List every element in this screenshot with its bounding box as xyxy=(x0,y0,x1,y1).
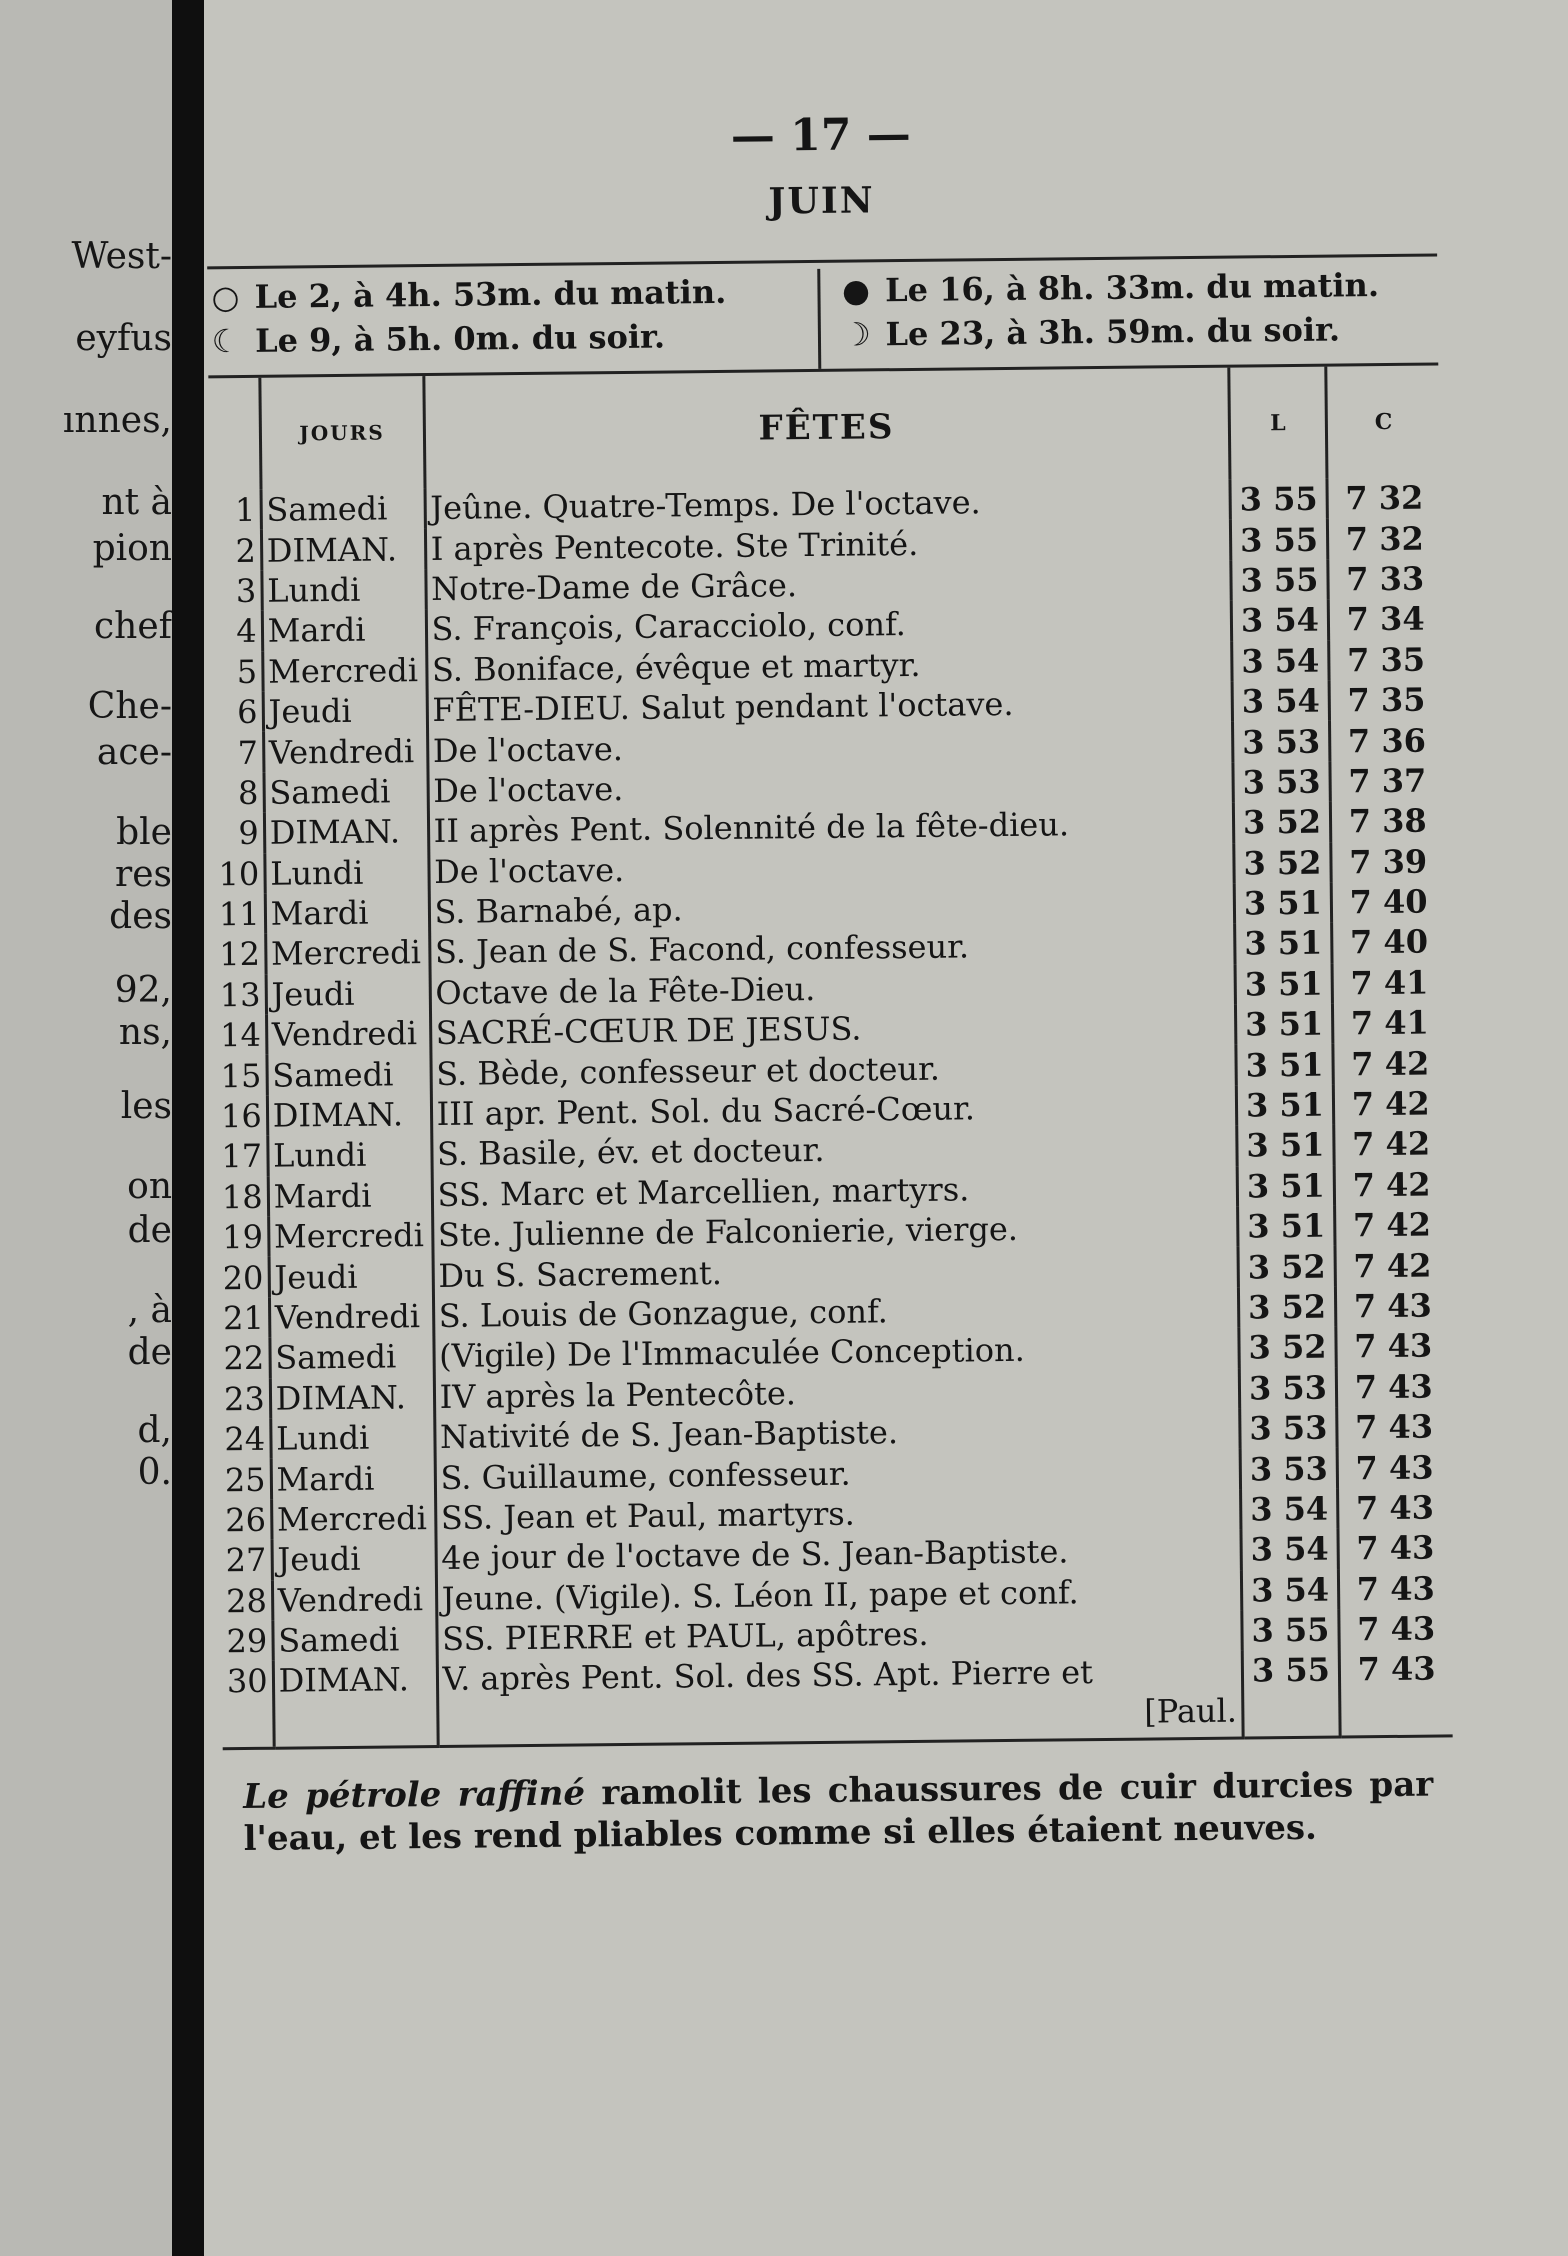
num-header xyxy=(208,378,260,491)
sunset-time: 7 32 xyxy=(1328,518,1441,560)
sunset-time: 7 35 xyxy=(1329,679,1442,721)
left-text-line: de xyxy=(127,1332,172,1373)
day-number: 19 xyxy=(222,1218,264,1257)
left-text-line: eyfus xyxy=(75,318,172,359)
feast-text-continuation: [Paul. xyxy=(1144,1691,1238,1731)
day-name: Samedi xyxy=(270,1336,434,1378)
day-name: Jeudi xyxy=(263,690,427,732)
day-number: 29 xyxy=(226,1621,268,1661)
feast-text: IV après la Pentecôte. xyxy=(434,1368,1239,1417)
sunset-time: 7 43 xyxy=(1338,1528,1451,1570)
day-number: 24 xyxy=(224,1419,266,1459)
feast-text: Nativité de S. Jean-Baptiste. xyxy=(434,1409,1239,1458)
coucher-header: C xyxy=(1326,365,1439,478)
day-name: Vendredi xyxy=(266,1013,430,1055)
last-quarter-icon: ☾ xyxy=(211,321,241,361)
feast-text: SACRÉ-CŒUR DE JESUS. xyxy=(430,1005,1235,1054)
day-name: Jeudi xyxy=(266,973,430,1015)
sunrise-time: 3 51 xyxy=(1234,882,1332,923)
sunset-time: 7 43 xyxy=(1340,1649,1453,1738)
moon-phase-text: Le 23, à 3h. 59m. du soir. xyxy=(885,310,1341,354)
sunset-time: 7 42 xyxy=(1334,1083,1447,1125)
moon-phase-last-quarter xyxy=(208,313,808,363)
sunset-time: 7 39 xyxy=(1331,841,1444,883)
sunrise-time: 3 54 xyxy=(1232,681,1330,722)
footnote-emphasis: Le pétrole raffiné xyxy=(243,1773,586,1818)
feast-text: Ste. Julienne de Falconierie, vierge. xyxy=(432,1207,1237,1256)
moon-phase-first-quarter xyxy=(838,306,1438,356)
day-name: Vendredi xyxy=(269,1296,433,1338)
day-name: Samedi xyxy=(264,771,428,813)
sunrise-time: 3 51 xyxy=(1235,963,1333,1004)
day-number: 10 xyxy=(218,854,260,893)
feast-text: SS. Marc et Marcellien, martyrs. xyxy=(432,1166,1237,1215)
sunset-time: 7 41 xyxy=(1333,1002,1446,1044)
left-text-line: 0. xyxy=(137,1452,172,1493)
day-name: DIMAN. xyxy=(273,1659,438,1748)
day-number: 2 xyxy=(235,531,257,570)
day-number: 26 xyxy=(225,1500,267,1540)
sunset-time: 7 41 xyxy=(1332,962,1445,1004)
moon-phases xyxy=(207,256,1438,375)
feast-text: I après Pentecote. Ste Trinité. xyxy=(425,520,1230,569)
sunset-time: 7 37 xyxy=(1330,760,1443,802)
feast-text: Jeûne. Quatre-Temps. De l'octave. xyxy=(425,480,1230,529)
sunset-time: 7 42 xyxy=(1335,1245,1448,1287)
feast-text: III apr. Pent. Sol. du Sacré-Cœur. xyxy=(431,1085,1236,1134)
left-text-line: res xyxy=(115,854,172,895)
sunrise-time: 3 55 xyxy=(1230,479,1328,520)
feast-text: II après Pent. Solennité de la fête-dieu. xyxy=(428,803,1233,852)
feast-text: FÊTE-DIEU. Salut pendant l'octave. xyxy=(427,682,1232,731)
day-number: 25 xyxy=(224,1460,266,1499)
feast-text: S. Guillaume, confesseur. xyxy=(435,1449,1240,1498)
day-name: Jeudi xyxy=(272,1538,436,1580)
sunrise-time: 3 54 xyxy=(1241,1569,1339,1610)
feast-text: S. Jean de S. Facond, confesseur. xyxy=(429,924,1234,973)
day-number: 27 xyxy=(225,1541,267,1580)
left-text-line: ınnes, xyxy=(62,400,172,441)
sunrise-time: 3 51 xyxy=(1235,1044,1333,1085)
sunrise-time: 3 53 xyxy=(1232,721,1330,762)
left-text-line: d, xyxy=(137,1410,172,1451)
sunrise-time: 3 53 xyxy=(1232,761,1330,802)
sunrise-time: 3 55 xyxy=(1230,519,1328,560)
day-number: 23 xyxy=(223,1379,265,1418)
day-name: Samedi xyxy=(267,1053,431,1095)
left-text-line: ns, xyxy=(118,1012,172,1053)
almanac-page xyxy=(206,103,1454,1860)
sunrise-time: 3 52 xyxy=(1233,842,1331,883)
month-title: JUIN xyxy=(768,179,875,223)
feast-text: S. Barnabé, ap. xyxy=(429,884,1234,933)
day-number: 20 xyxy=(222,1258,264,1297)
sunset-time: 7 33 xyxy=(1328,558,1441,600)
sunrise-time: 3 55 xyxy=(1241,1609,1339,1650)
day-number: 13 xyxy=(219,975,261,1015)
day-number: 11 xyxy=(218,894,260,934)
sunrise-time: 3 52 xyxy=(1238,1246,1336,1287)
moon-phase-text: Le 16, à 8h. 33m. du matin. xyxy=(884,266,1380,310)
day-name: Mercredi xyxy=(265,932,429,974)
day-name: Samedi xyxy=(261,488,425,530)
feast-text: S. Bède, confesseur et docteur. xyxy=(431,1045,1236,1094)
sunrise-time: 3 54 xyxy=(1240,1488,1338,1529)
feast-text-line: V. après Pent. Sol. des SS. Apt. Pierre et xyxy=(442,1653,1094,1699)
day-number: 3 xyxy=(235,571,257,611)
left-text-line: West- xyxy=(71,236,172,277)
left-text-line: on xyxy=(127,1166,172,1207)
sunset-time: 7 43 xyxy=(1336,1326,1449,1368)
sunset-time: 7 42 xyxy=(1335,1204,1448,1246)
left-text-line: des xyxy=(109,896,172,937)
moon-phase-new xyxy=(838,262,1438,312)
sunrise-time: 3 51 xyxy=(1237,1165,1335,1206)
day-number: 8 xyxy=(237,773,259,812)
fetes-header: FÊTES xyxy=(423,368,1229,488)
sunrise-time: 3 51 xyxy=(1235,1004,1333,1045)
book-gutter xyxy=(172,0,208,2256)
sunset-time: 7 42 xyxy=(1335,1164,1448,1206)
sunset-time: 7 34 xyxy=(1329,599,1442,641)
sunrise-time: 3 52 xyxy=(1238,1286,1336,1327)
left-text-line: ble xyxy=(116,812,172,853)
day-name: Mercredi xyxy=(262,650,426,692)
day-name: Lundi xyxy=(270,1417,434,1459)
day-name: Mardi xyxy=(262,609,426,651)
sunrise-time: 3 51 xyxy=(1236,1125,1334,1166)
moon-phases-right xyxy=(817,262,1439,368)
sunset-time: 7 32 xyxy=(1327,477,1440,519)
sunset-time: 7 35 xyxy=(1329,639,1442,681)
feast-text: De l'octave. xyxy=(428,762,1233,811)
day-name: Mercredi xyxy=(268,1215,432,1257)
day-name: Mardi xyxy=(265,892,429,934)
day-name: Lundi xyxy=(262,569,426,611)
page-number: — 17 — xyxy=(730,108,912,162)
day-number: 30 xyxy=(222,1661,274,1749)
day-number: 5 xyxy=(236,652,258,691)
footnote xyxy=(223,1764,1454,1861)
day-name: Lundi xyxy=(267,1134,431,1176)
day-name: DIMAN. xyxy=(264,811,428,853)
day-number: 7 xyxy=(237,733,259,772)
sunrise-time: 3 54 xyxy=(1231,640,1329,681)
footnote-text: ramolit les chaussures de cuir durcies par l'eau, et les rend pliables comme si elles étaient neuves. xyxy=(243,1764,1434,1860)
feast-text: (Vigile) De l'Immaculée Conception. xyxy=(433,1328,1238,1377)
table-header xyxy=(208,365,1439,490)
feast-text: Jeune. (Vigile). S. Léon II, pape et conf. xyxy=(436,1570,1241,1619)
left-text-line: , à xyxy=(127,1290,172,1331)
day-name: Vendredi xyxy=(272,1579,436,1621)
left-text-line: Che- xyxy=(87,686,172,727)
day-number: 21 xyxy=(222,1298,265,1338)
day-name: Mardi xyxy=(271,1457,435,1499)
sunrise-time: 3 53 xyxy=(1239,1367,1337,1408)
moon-phase-full xyxy=(207,269,807,319)
sunrise-time: 3 53 xyxy=(1240,1448,1338,1489)
feast-text: SS. PIERRE et PAUL, apôtres. xyxy=(436,1611,1241,1660)
day-number: 22 xyxy=(223,1339,265,1378)
feast-text: De l'octave. xyxy=(428,843,1233,892)
left-text-line: les xyxy=(120,1086,172,1127)
day-name: Vendredi xyxy=(263,730,427,772)
feast-text: 4e jour de l'octave de S. Jean-Baptiste. xyxy=(436,1530,1241,1579)
feast-text: De l'octave. xyxy=(427,722,1232,771)
day-name: Mercredi xyxy=(271,1498,435,1540)
sunrise-time: 3 51 xyxy=(1234,923,1332,964)
day-name: Samedi xyxy=(273,1619,437,1661)
sunset-time: 7 40 xyxy=(1332,881,1445,923)
day-number: 15 xyxy=(220,1056,262,1095)
sunset-time: 7 43 xyxy=(1339,1568,1452,1610)
sunrise-time: 3 54 xyxy=(1231,600,1329,641)
sunset-time: 7 43 xyxy=(1337,1366,1450,1408)
lever-header: L xyxy=(1228,367,1327,480)
new-moon-icon: ● xyxy=(841,271,871,310)
sunset-time: 7 43 xyxy=(1338,1487,1451,1529)
full-moon-icon: ○ xyxy=(211,277,240,317)
sunset-time: 7 43 xyxy=(1337,1447,1450,1489)
day-name: DIMAN. xyxy=(261,528,425,570)
day-name: DIMAN. xyxy=(270,1377,434,1419)
day-number: 12 xyxy=(219,935,261,974)
sunrise-time: 3 54 xyxy=(1241,1529,1339,1570)
feast-text: S. Louis de Gonzague, conf. xyxy=(433,1287,1238,1336)
feast-text: Octave de la Fête-Dieu. xyxy=(430,964,1235,1013)
day-number: 28 xyxy=(225,1581,268,1620)
day-number: 4 xyxy=(236,612,257,651)
sunset-time: 7 43 xyxy=(1337,1406,1450,1448)
sunset-time: 7 36 xyxy=(1330,720,1443,762)
left-text-line: de xyxy=(127,1210,172,1251)
first-quarter-icon: ☽ xyxy=(841,315,871,354)
feast-text: Du S. Sacrement. xyxy=(433,1247,1238,1296)
sunrise-time: 3 52 xyxy=(1238,1327,1336,1368)
day-number: 9 xyxy=(238,814,259,853)
left-text-line: ace- xyxy=(96,732,172,773)
feast-text: Notre-Dame de Grâce. xyxy=(425,560,1230,609)
day-name: DIMAN. xyxy=(267,1094,431,1136)
sunset-time: 7 42 xyxy=(1334,1124,1447,1166)
table-row xyxy=(222,1649,1453,1749)
moon-phase-text: Le 9, à 5h. 0m. du soir. xyxy=(254,317,666,360)
sunrise-time: 3 55 xyxy=(1230,559,1328,600)
day-number: 14 xyxy=(219,1016,262,1055)
left-text-line: 92, xyxy=(114,970,172,1011)
feast-text: S. Basile, év. et docteur. xyxy=(431,1126,1236,1175)
left-text-line: pion xyxy=(92,528,172,569)
sunset-time: 7 42 xyxy=(1333,1043,1446,1085)
sunset-time: 7 43 xyxy=(1339,1608,1452,1650)
jours-header: JOURS xyxy=(260,376,425,490)
feast-text xyxy=(437,1651,1243,1747)
sunset-time: 7 40 xyxy=(1332,922,1445,964)
day-number: 6 xyxy=(236,692,258,732)
day-number: 1 xyxy=(234,491,256,530)
moon-phases-left xyxy=(207,269,808,375)
sunrise-time: 3 51 xyxy=(1236,1084,1334,1125)
feast-text: S. François, Caracciolo, conf. xyxy=(426,601,1231,650)
feast-text: SS. Jean et Paul, martyrs. xyxy=(435,1489,1240,1538)
day-number: 17 xyxy=(221,1137,263,1176)
sunset-time: 7 38 xyxy=(1331,801,1444,843)
left-page-fragment xyxy=(0,0,178,2256)
moon-phase-text: Le 2, à 4h. 53m. du matin. xyxy=(254,272,727,316)
sunrise-time: 3 51 xyxy=(1237,1206,1335,1247)
feast-text: S. Boniface, évêque et martyr. xyxy=(426,641,1231,690)
day-number: 18 xyxy=(221,1177,263,1217)
day-name: Mardi xyxy=(268,1175,432,1217)
sunrise-time: 3 53 xyxy=(1239,1408,1337,1449)
left-text-line: nt à xyxy=(101,482,172,523)
calendar-table xyxy=(208,365,1452,1750)
day-name: Lundi xyxy=(264,852,428,894)
day-number: 16 xyxy=(220,1096,262,1136)
sunrise-time: 3 55 xyxy=(1242,1650,1341,1739)
sunrise-time: 3 52 xyxy=(1233,802,1331,843)
left-text-line: chef xyxy=(94,606,172,647)
sunset-time: 7 43 xyxy=(1336,1285,1449,1327)
day-name: Jeudi xyxy=(269,1255,433,1297)
